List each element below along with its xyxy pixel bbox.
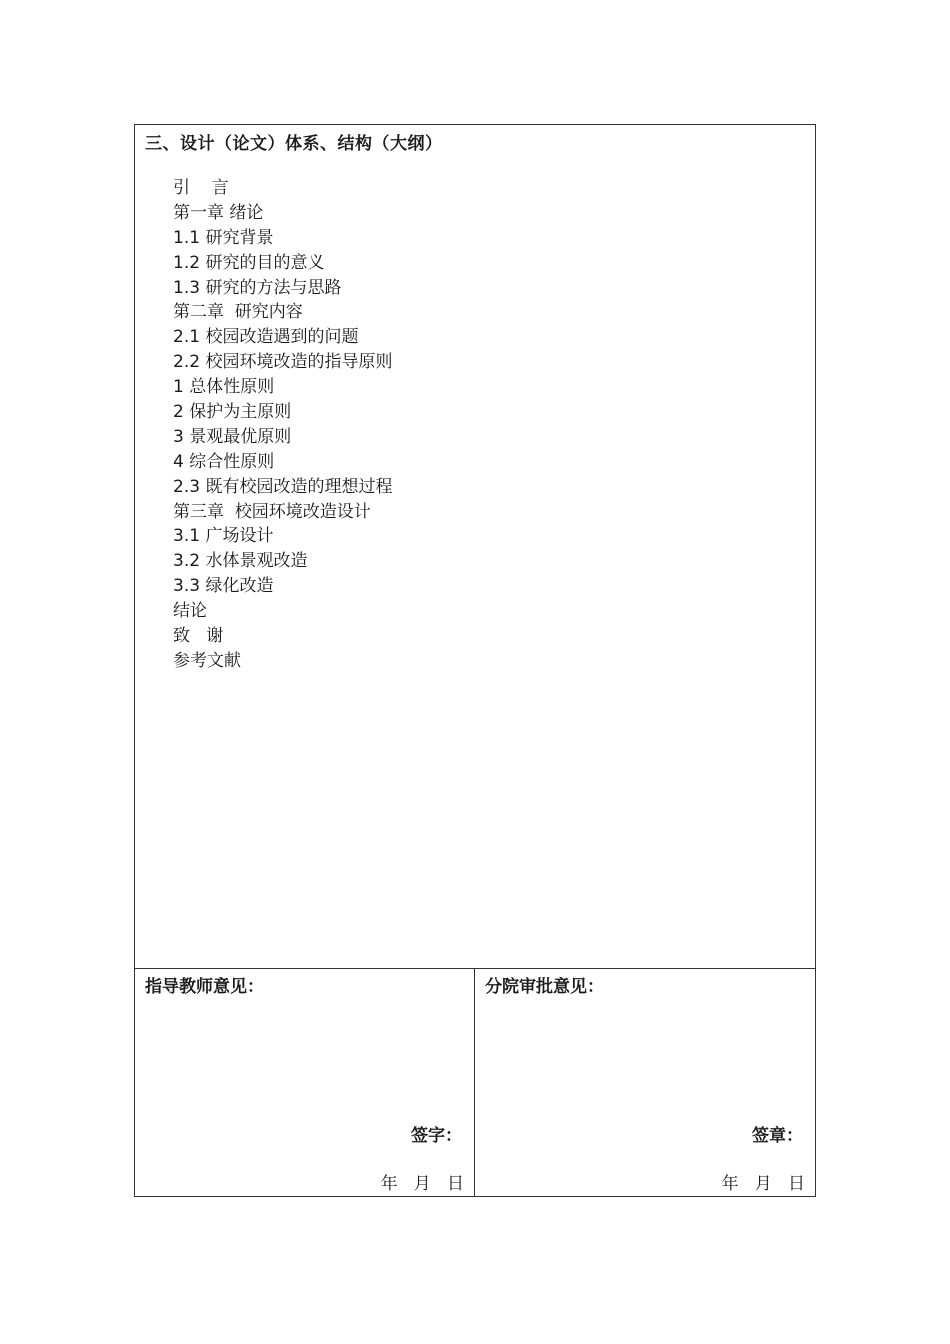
advisor-signature-label: 签字： [411, 1126, 462, 1146]
advisor-opinion-label: 指导教师意见： [145, 977, 264, 997]
outline-item-3-3: 3.3 绿化改造 [173, 576, 274, 597]
outline-item-principle-3: 3 景观最优原则 [173, 426, 292, 447]
outline-list [173, 176, 392, 674]
outline-item-acknowledgements: 致 谢 [173, 626, 224, 647]
outline-item-1-1: 1.1 研究背景 [173, 227, 274, 248]
outline-item-chapter-3: 第三章 校园环境改造设计 [173, 501, 371, 522]
advisor-opinion-cell [135, 969, 475, 1196]
outline-item-3-1: 3.1 广场设计 [173, 526, 274, 547]
outline-item-references: 参考文献 [173, 650, 241, 671]
outline-item-conclusion: 结论 [173, 601, 207, 622]
outline-item-3-2: 3.2 水体景观改造 [173, 551, 308, 572]
department-seal-label: 签章： [752, 1126, 803, 1146]
outline-item-principle-4: 4 综合性原则 [173, 451, 275, 472]
outline-item-principle-2: 2 保护为主原则 [173, 402, 292, 423]
outline-item-2-1: 2.1 校园改造遇到的问题 [173, 327, 359, 348]
section-heading: 三、设计（论文）体系、结构（大纲） [145, 134, 443, 154]
department-date-line: 年 月 日 [721, 1174, 805, 1194]
outline-item-chapter-1: 第一章 绪论 [173, 202, 264, 223]
outline-item-1-2: 1.2 研究的目的意义 [173, 252, 325, 273]
advisor-date-line: 年 月 日 [380, 1174, 464, 1194]
form-table [134, 124, 816, 1197]
outline-item-intro: 引 言 [173, 178, 229, 198]
outline-item-2-3: 2.3 既有校园改造的理想过程 [173, 476, 393, 497]
outline-item-principle-1: 1 总体性原则 [173, 377, 275, 398]
department-approval-cell [475, 969, 815, 1196]
outline-item-2-2: 2.2 校园环境改造的指导原则 [173, 352, 393, 373]
outline-item-1-3: 1.3 研究的方法与思路 [173, 277, 342, 298]
outline-item-chapter-2: 第二章 研究内容 [173, 302, 303, 323]
department-approval-label: 分院审批意见： [485, 977, 604, 997]
outline-cell [135, 125, 815, 969]
